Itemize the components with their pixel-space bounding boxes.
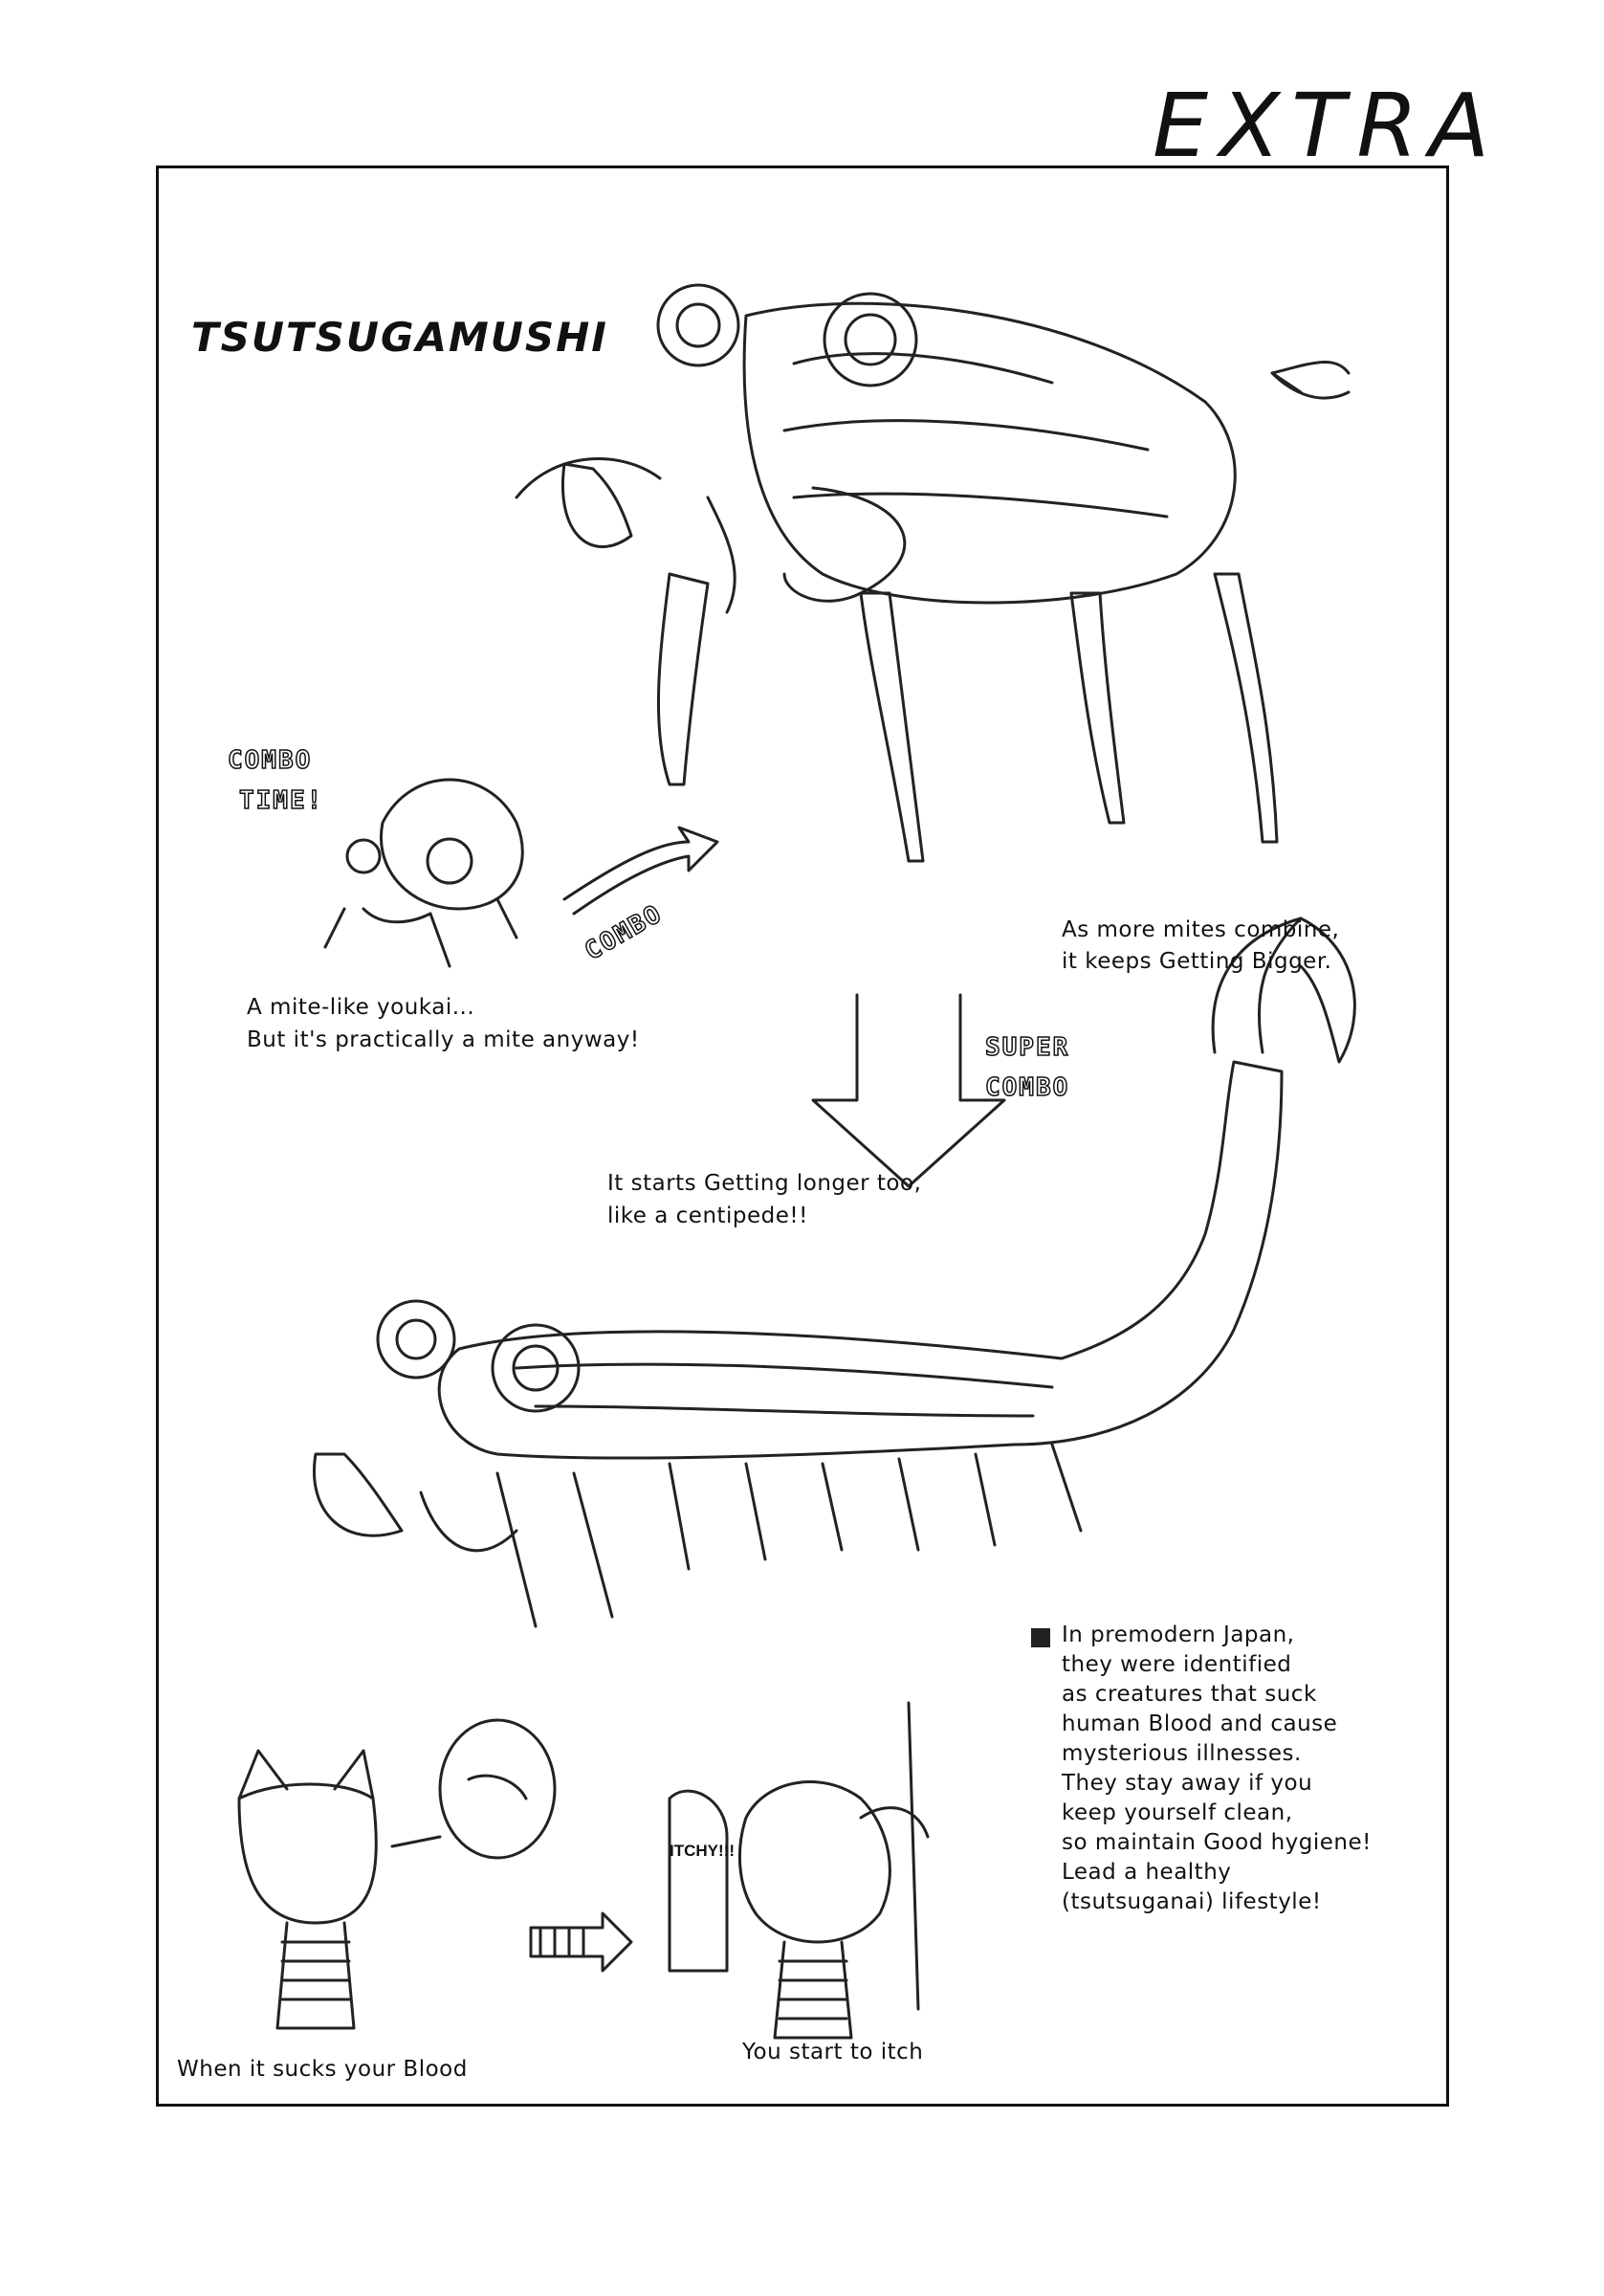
note-line: human Blood and cause bbox=[1062, 1711, 1338, 1736]
note-line: (tsutsuganai) lifestyle! bbox=[1062, 1889, 1322, 1914]
combo-arrow-shape bbox=[564, 828, 717, 914]
note-line: mysterious illnesses. bbox=[1062, 1741, 1302, 1766]
sfx-combo: COMBO bbox=[228, 746, 313, 775]
note-line: In premodern Japan, bbox=[1062, 1623, 1295, 1647]
chibi-girl-itchy-drawing bbox=[670, 1703, 928, 2038]
sfx-super: SUPER bbox=[985, 1033, 1070, 1062]
caption-bigger-2: it keeps Getting Bigger. bbox=[1062, 949, 1332, 974]
note-line: They stay away if you bbox=[1062, 1771, 1313, 1796]
sfx-combo-arrow: COMBO bbox=[580, 898, 668, 967]
note-line: keep yourself clean, bbox=[1062, 1800, 1293, 1825]
small-mite-drawing bbox=[325, 780, 522, 966]
caption-longer-2: like a centipede!! bbox=[607, 1203, 808, 1228]
sfx-time: TIME! bbox=[239, 786, 324, 815]
caption-longer-1: It starts Getting longer too, bbox=[607, 1171, 922, 1196]
note-line: as creatures that suck bbox=[1062, 1682, 1317, 1707]
sfx-itchy: ITCHY!!! bbox=[670, 1842, 735, 1860]
caption-bigger-1: As more mites combine, bbox=[1062, 917, 1340, 942]
caption-mite-1: A mite-like youkai... bbox=[247, 995, 475, 1020]
dashed-arrow-shape bbox=[531, 1913, 631, 1971]
extra-corner-label: EXTRA bbox=[1153, 75, 1502, 177]
big-mite-drawing bbox=[516, 285, 1349, 861]
note-line: Lead a healthy bbox=[1062, 1860, 1232, 1885]
note-line: so maintain Good hygiene! bbox=[1062, 1830, 1372, 1855]
down-arrow-shape bbox=[813, 995, 1004, 1186]
caption-start-itch: You start to itch bbox=[742, 2040, 924, 2064]
chibi-girl-calm-drawing bbox=[239, 1720, 555, 2028]
caption-mite-2: But it's practically a mite anyway! bbox=[247, 1027, 640, 1052]
note-block bbox=[1062, 1621, 1372, 1917]
caption-sucks-blood: When it sucks your Blood bbox=[177, 2057, 468, 2082]
centipede-mite-drawing bbox=[314, 918, 1354, 1626]
sfx-super-combo: COMBO bbox=[985, 1073, 1070, 1102]
note-bullet-icon bbox=[1031, 1628, 1050, 1647]
note-line: they were identified bbox=[1062, 1652, 1292, 1677]
tsutsugamushi-heading: TSUTSUGAMUSHI bbox=[191, 314, 608, 361]
